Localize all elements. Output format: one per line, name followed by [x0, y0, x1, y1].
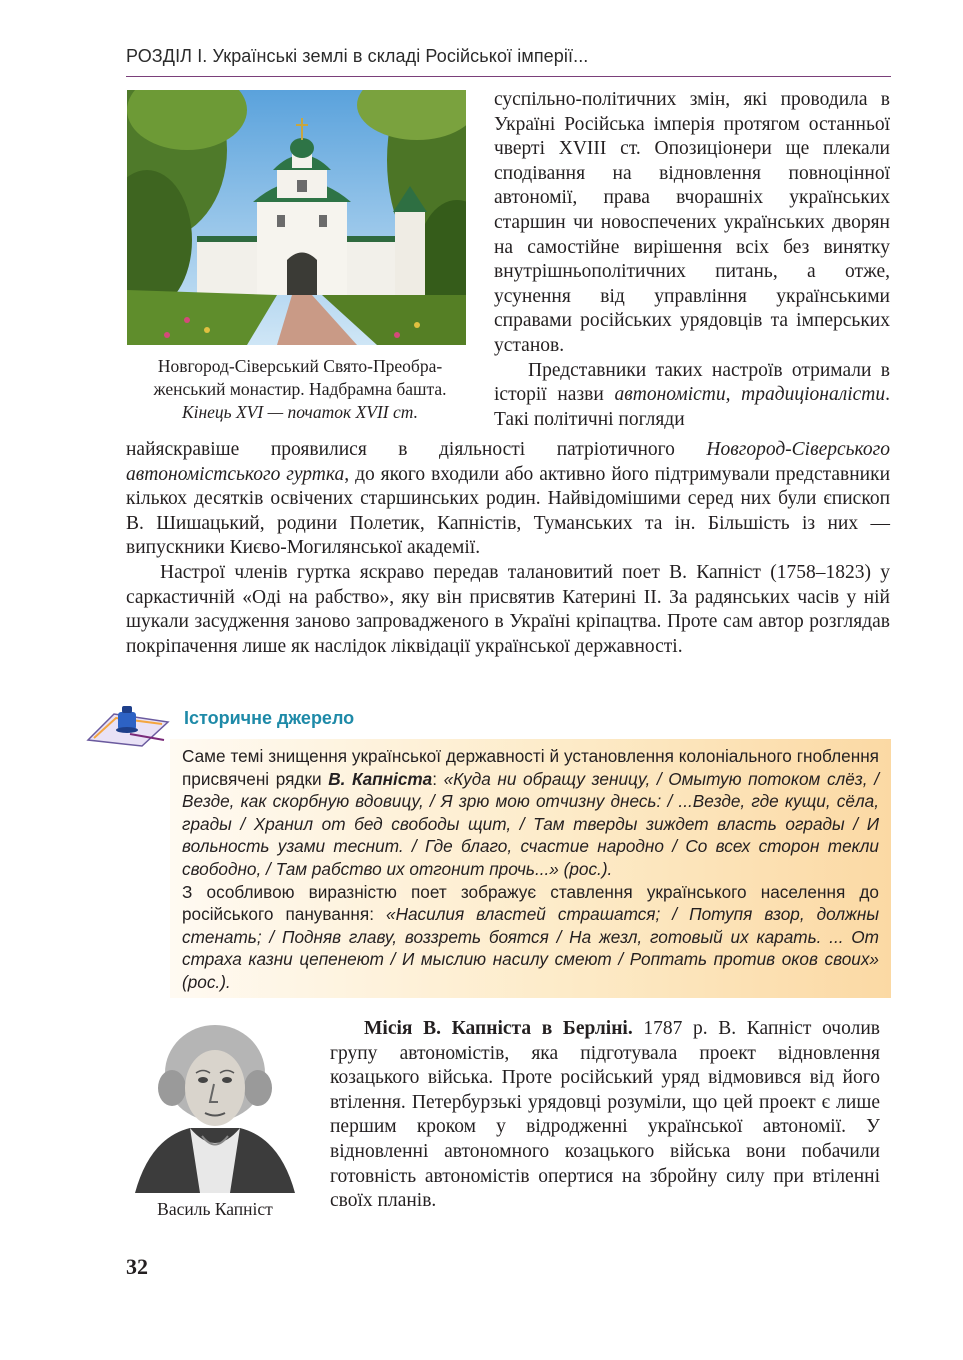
text-run: Представники таких настроїв отримали в історії назви: [494, 359, 890, 406]
monastery-caption: [120, 355, 480, 424]
text-run: . Такі політичні погляди: [494, 384, 890, 430]
source-title: Історичне джерело: [184, 708, 355, 728]
paragraph: [126, 438, 890, 561]
text-run: найяскравіше проявилися в діяльності патріотичного: [126, 439, 707, 460]
text-run: З особливою виразністю поет зображує ставлення українського населення до російського панування:: [182, 881, 879, 925]
paragraph: [182, 881, 879, 994]
paragraph: [330, 1017, 880, 1214]
term: Новгород-Сіверського автономістського гуртка: [126, 439, 890, 485]
portrait-caption: Василь Капніст: [157, 1199, 273, 1219]
main-text: [126, 438, 890, 659]
quote: «Куда ни обращу зеницу, / Омытую потоком слёз, / Везде, как скорбную вдовицу, / Я зрю мою отчизну днесь: / ...Везде, где кущи, сёла, грады / Хранил от бед свободы щит, / Там тверды зиждет власть ограды / И вольность узами теснит. / Где благо, счастие народно / Со всех сторон текли свободно, / Там рабство их отгонит прочь...» (рос.).: [182, 768, 879, 879]
text-run: :: [432, 768, 444, 789]
section-heading: Місія В. Капніста в Берліні.: [364, 1018, 633, 1039]
text-run: 1787 р. В. Капніст очолив групу автономістів, яка підготувала проект відновлення козацького війська. Проте російський уряд відмовився від його втілення. Петербурзькі урядовці розуміли, що цей проект є лише першим кроком у відродженні української автономії. У відновленні автономного козацького війська вони побачили готовність автономістів опертися на збройну силу при втіленні своїх планів.: [330, 1018, 880, 1212]
paragraph: [494, 359, 890, 433]
caption-date: Кінець XVI — початок XVII ст.: [181, 402, 419, 422]
text-run: Саме темі знищення української державності й установлення колоніального гноблення присвячені рядки: [182, 746, 879, 789]
kapnist-portrait: [130, 1018, 300, 1193]
caption-line: женський монастир. Надбрамна башта.: [153, 379, 447, 399]
right-column-text: [494, 88, 890, 432]
quote: «Насилия властей страшатся; / Потупя взор, должны стенать; / Подняв главу, воззреть боятся / На жезл, готовый их карать. ... От страха казни цепенеют / И мыслию насилу смеют / Роптать против оков своих» (рос.).: [182, 904, 879, 992]
page-number: 32: [126, 1254, 148, 1279]
author: В. Капніста: [328, 768, 433, 789]
caption-line: Новгород-Сіверський Свято-Преобра-: [157, 356, 443, 376]
paragraph: суспільно-політичних змін, які проводила в Україні Російська імперія протягом останньої чверті XVIII ст. Опозиціонери ще плекали сподівання на відновлення повноцінної автономії, права вчорашніх українських старшин чи новоспечених українських дворян на самостійне вирішення всіх без винятку внутрішньополітичних питань, а отже, усунення від управління українськими справами російських урядовців та імперських установ.: [494, 89, 890, 356]
monastery-photo: [127, 90, 466, 345]
running-header: РОЗДІЛ І. Українські землі в складі Російської імперії...: [126, 46, 589, 66]
ink-and-quill-icon: [84, 700, 172, 748]
paragraph: [182, 745, 879, 881]
text-run: , до якого входили або активно його підтримували представники кількох десятків освічених старшинських родин. Найвідомішими серед них були єпископ В. Шишацький, родини Полетик, Капністів, Туманських та ін. Більшість із них — випускники Києво-Могилянської академії.: [126, 463, 890, 559]
mission-section: [330, 1017, 880, 1214]
paragraph: Настрої членів гуртка яскраво передав талановитий поет В. Капніст (1758–1823) у саркастичній «Оді на рабство», яку він присвятив Катерині II. За радянських часів у ній шукали засудження заново запровадженого в Україні кріпацтва. Проте сам автор розглядав покріпачення лише як наслідок ліквідації української державності.: [126, 561, 890, 657]
header-divider: [126, 76, 891, 77]
source-text: [182, 745, 879, 994]
term: автономісти, традиціоналісти: [614, 384, 886, 406]
